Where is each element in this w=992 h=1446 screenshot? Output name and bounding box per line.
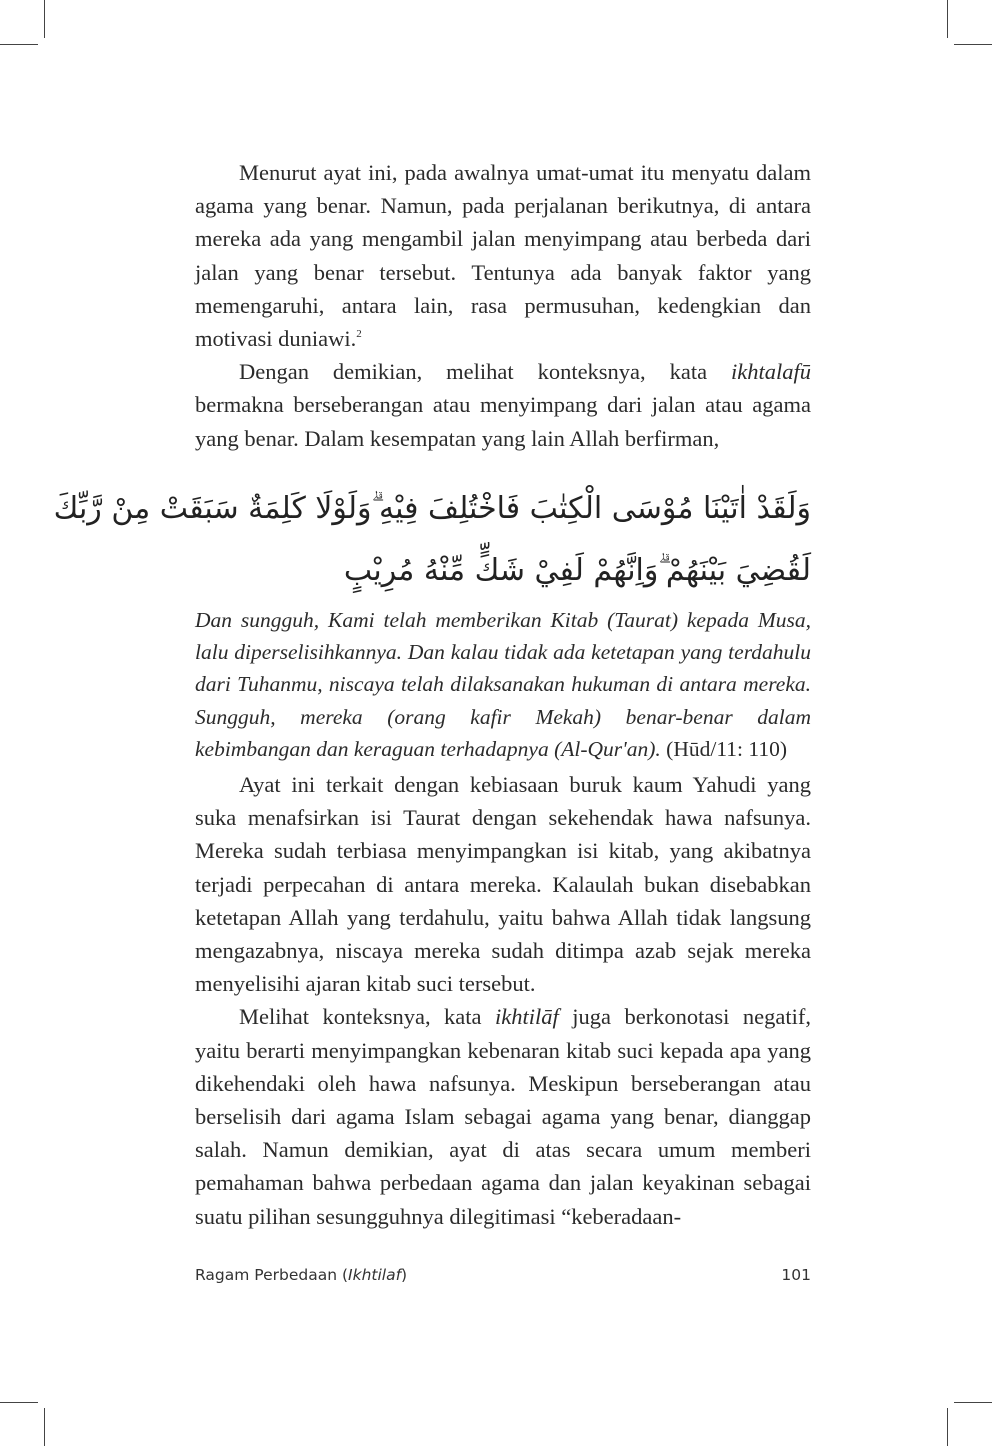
paragraph: Menurut ayat ini, pada awalnya umat-umat itu menyatu dalam agama yang benar. Namun, pada perjalanan berikutnya, di antara mereka ada yang mengambil jalan menyimpang atau berbeda dari jalan yang benar tersebut. Tentunya ada banyak faktor yang memengaruhi, antara lain, rasa permusuhan, kedengkian dan motivasi duniawi.$^2$ — [195, 160, 811, 352]
running-title: Ragam Perbedaan (Ikhtilaf) — [195, 1266, 408, 1284]
arabic-line: لَقُضِيَ بَيْنَهُمْ ۗوَاِنَّهُمْ لَفِيْ شَكٍّ مِّنْهُ مُرِيْبٍ — [343, 553, 811, 588]
crop-mark — [954, 1402, 992, 1403]
term: ikhtalafū — [731, 359, 811, 385]
verse-translation — [195, 604, 811, 765]
body-text-top — [195, 156, 811, 455]
crop-mark — [0, 44, 38, 45]
crop-mark — [0, 1402, 38, 1403]
crop-mark — [947, 0, 948, 38]
crop-mark — [947, 1408, 948, 1446]
page-number: 101 — [781, 1266, 811, 1284]
body-text-bottom — [195, 768, 811, 1233]
crop-mark — [44, 0, 45, 38]
arabic-verse — [53, 478, 811, 602]
paragraph: Melihat konteksnya, kata ikhtilāf juga berkonotasi negatif, yaitu berarti menyimpangkan kebenaran kitab suci kepada apa yang dikehendaki oleh hawa nafsunya. Meskipun berseberangan atau berselisih dari agama Islam sebagai agama yang benar, dianggap salah. Namun demikian, ayat di atas secara umum memberi pemahaman bahwa perbedaan agama dan jalan keyakinan sebagai suatu pilihan sesungguhnya dilegitimasi “keberadaan- — [195, 1004, 811, 1229]
page-footer — [195, 1266, 811, 1284]
verse-reference: (Hūd/11: 110) — [666, 736, 787, 761]
crop-mark — [954, 44, 992, 45]
crop-mark — [44, 1408, 45, 1446]
paragraph: Ayat ini terkait dengan kebiasaan buruk kaum Yahudi yang suka menafsirkan isi Taurat dengan sekehendak hawa nafsunya. Mereka sudah terbiasa menyimpangkan isi kitab, yang akibatnya terjadi perpecahan di antara mereka. Kalaulah bukan disebabkan ketetapan Allah yang terdahulu, yaitu bahwa Allah tidak langsung mengazabnya, niscaya mereka sudah ditimpa azab sejak mereka menyelisihi ajaran kitab suci tersebut. — [195, 772, 811, 997]
term: ikhtilāf — [495, 1004, 559, 1030]
translation-text: Dan sungguh, Kami telah memberikan Kitab (Taurat) kepada Musa, lalu diperselisihkannya. Dan kalau tidak ada ketetapan yang terdahulu dari Tuhanmu, niscaya telah dilaksanakan hukuman di antara mereka. Sungguh, mereka (orang kafir Mekah) benar-benar dalam kebimbangan dan keraguan terhadapnya (Al-Qur'an). — [195, 608, 811, 761]
paragraph: Dengan demikian, melihat konteksnya, kata ikhtalafū bermakna berseberangan atau menyimpang dari jalan atau agama yang benar. Dalam kesempatan yang lain Allah berfirman, — [195, 359, 811, 451]
arabic-line: وَلَقَدْ اٰتَيْنَا مُوْسَى الْكِتٰبَ فَاخْتُلِفَ فِيْهِ ۗوَلَوْلَا كَلِمَةٌ سَبَقَتْ مِنْ رَّبِّكَ — [53, 491, 811, 526]
footnote-marker[interactable]: 2 — [356, 328, 362, 341]
